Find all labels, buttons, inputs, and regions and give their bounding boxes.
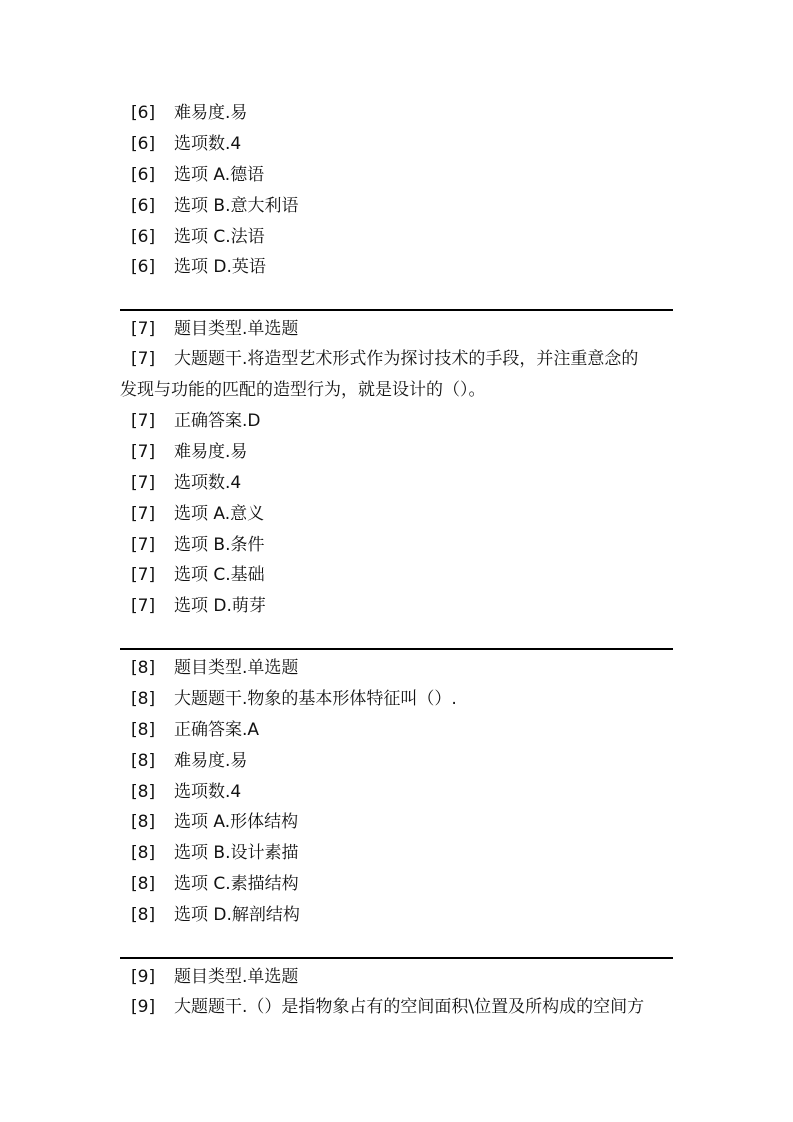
q7-option-a: [7] 选项 A.意义 (131, 504, 265, 524)
q7-correct-answer: [7] 正确答案.D (131, 411, 261, 431)
q7-option-count: [7] 选项数.4 (131, 473, 242, 493)
q9-type: [9] 题目类型.单选题 (131, 967, 299, 987)
q7-option-b: [7] 选项 B.条件 (131, 535, 265, 555)
q8-option-c: [8] 选项 C.素描结构 (131, 874, 299, 894)
section-divider (120, 648, 673, 650)
q7-difficulty: [7] 难易度.易 (131, 442, 248, 462)
q9-stem: [9] 大题题干.（）是指物象占有的空间面积\位置及所构成的空间方 (131, 997, 645, 1017)
q6-option-count: [6] 选项数.4 (131, 134, 242, 154)
q6-option-c: [6] 选项 C.法语 (131, 227, 265, 247)
q7-type: [7] 题目类型.单选题 (131, 319, 299, 339)
section-divider (120, 309, 673, 311)
q8-option-count: [8] 选项数.4 (131, 782, 242, 802)
q7-option-d: [7] 选项 D.萌芽 (131, 596, 266, 616)
q6-option-a: [6] 选项 A.德语 (131, 165, 265, 185)
q8-option-a: [8] 选项 A.形体结构 (131, 812, 299, 832)
q8-correct-answer: [8] 正确答案.A (131, 720, 260, 740)
q8-option-d: [8] 选项 D.解剖结构 (131, 905, 300, 925)
q6-difficulty: [6] 难易度.易 (131, 103, 248, 123)
q8-type: [8] 题目类型.单选题 (131, 658, 299, 678)
section-divider (120, 957, 673, 959)
q8-option-b: [8] 选项 B.设计素描 (131, 843, 299, 863)
q7-option-c: [7] 选项 C.基础 (131, 565, 265, 585)
q7-stem: [7] 大题题干.将造型艺术形式作为探讨技术的手段，并注重意念的 (131, 349, 639, 369)
q7-stem-continued: 发现与功能的匹配的造型行为，就是设计的（）。 (120, 380, 486, 400)
q6-option-d: [6] 选项 D.英语 (131, 257, 266, 277)
q8-difficulty: [8] 难易度.易 (131, 751, 248, 771)
q8-stem: [8] 大题题干.物象的基本形体特征叫（）. (131, 689, 457, 709)
q6-option-b: [6] 选项 B.意大利语 (131, 196, 299, 216)
